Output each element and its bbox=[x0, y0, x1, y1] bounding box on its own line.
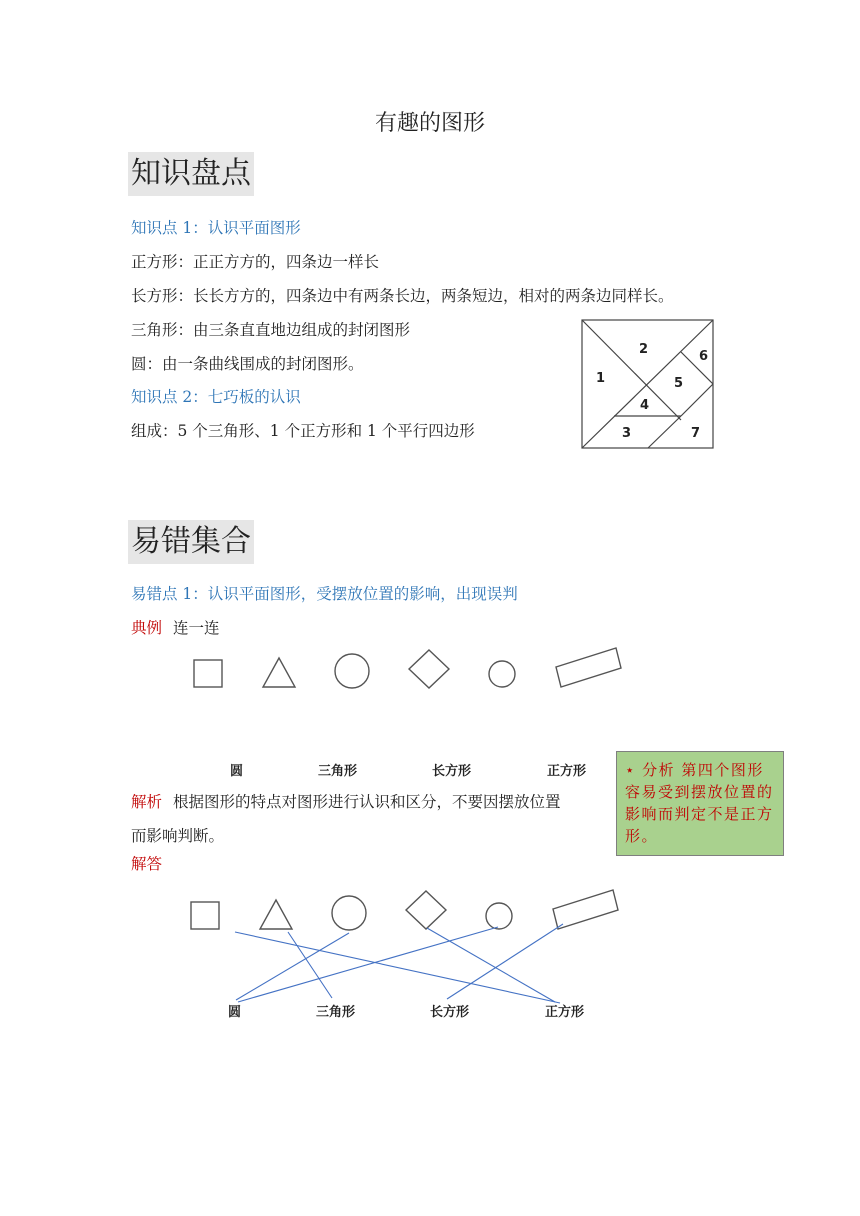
example-circle-large-shape bbox=[335, 654, 369, 688]
example-circle-small-shape bbox=[489, 661, 515, 687]
tangram-label-7: 7 bbox=[691, 426, 701, 441]
section-heading-errors: 易错集合 bbox=[128, 520, 254, 564]
answer-name-triangle: 三角形 bbox=[316, 1005, 356, 1020]
tangram-label-6: 6 bbox=[699, 349, 709, 364]
point2-title: 知识点 2：七巧板的认识 bbox=[131, 388, 301, 406]
page-title: 有趣的图形 bbox=[374, 111, 485, 136]
example-diamond-shape bbox=[409, 650, 449, 688]
analysis-text-line2: 而影响判断。 bbox=[131, 827, 225, 845]
answer-name-circle: 圆 bbox=[228, 1005, 242, 1020]
answer-name-square: 正方形 bbox=[545, 1005, 585, 1020]
connect-rectangle-to-rectangle bbox=[447, 924, 563, 999]
connect-triangle-to-triangle bbox=[288, 932, 332, 998]
point1-title: 知识点 1：认识平面图形 bbox=[131, 219, 301, 237]
analysis-paragraph bbox=[131, 785, 560, 853]
shape-name-triangle: 三角形 bbox=[318, 764, 358, 779]
connect-large-circle-to-circle bbox=[236, 933, 349, 1000]
analysis-callout: ⋆ 分析 第四个图形容易受到摆放位置的影响而判定不是正方形。 bbox=[616, 751, 784, 856]
tangram-label-3: 3 bbox=[622, 426, 632, 441]
example-tilted-rectangle-shape bbox=[556, 648, 621, 687]
example-square-shape bbox=[194, 660, 222, 687]
answer-circle-large-shape bbox=[332, 896, 366, 930]
answer-triangle-shape bbox=[260, 900, 292, 929]
connect-diamond-to-square bbox=[427, 928, 555, 1002]
tangram-label-4: 4 bbox=[640, 398, 650, 413]
tangram-label-5: 5 bbox=[674, 376, 684, 391]
shape-name-rectangle: 长方形 bbox=[432, 764, 472, 779]
example-text: 连一连 bbox=[172, 619, 220, 637]
rectangle-definition: 长方形：长长方方的，四条边中有两条长边，两条短边，相对的两条边同样长。 bbox=[131, 287, 674, 305]
square-definition: 正方形：正正方方的，四条边一样长 bbox=[131, 253, 380, 271]
answer-square-shape bbox=[191, 902, 219, 929]
error1-title: 易错点 1：认识平面图形，受摆放位置的影响，出现误判 bbox=[131, 585, 518, 603]
analysis-text-line1: 根据图形的特点对图形进行认识和区分，不要因摆放位置 bbox=[172, 793, 561, 811]
example-triangle-shape bbox=[263, 658, 295, 687]
triangle-definition: 三角形：由三条直直地边组成的封闭图形 bbox=[131, 321, 411, 339]
connect-square-to-square bbox=[235, 932, 560, 1003]
shape-name-circle: 圆 bbox=[230, 764, 244, 779]
answer-diamond-shape bbox=[406, 891, 446, 929]
tangram-label-1: 1 bbox=[596, 371, 606, 386]
analysis-label: 解析 bbox=[131, 793, 163, 811]
connect-small-circle-to-circle bbox=[238, 927, 498, 1002]
answer-name-rectangle: 长方形 bbox=[430, 1005, 470, 1020]
tangram-composition: 组成：5 个三角形、1 个正方形和 1 个平行四边形 bbox=[131, 422, 475, 440]
section-heading-knowledge: 知识盘点 bbox=[128, 152, 254, 196]
answer-circle-small-shape bbox=[486, 903, 512, 929]
example-label: 典例 bbox=[131, 619, 163, 637]
shape-name-square: 正方形 bbox=[547, 764, 587, 779]
tangram-label-2: 2 bbox=[639, 342, 649, 357]
answer-label: 解答 bbox=[131, 855, 163, 873]
answer-tilted-rectangle-shape bbox=[553, 890, 618, 929]
circle-definition: 圆：由一条曲线围成的封闭图形。 bbox=[131, 355, 364, 373]
example-line bbox=[131, 617, 219, 639]
